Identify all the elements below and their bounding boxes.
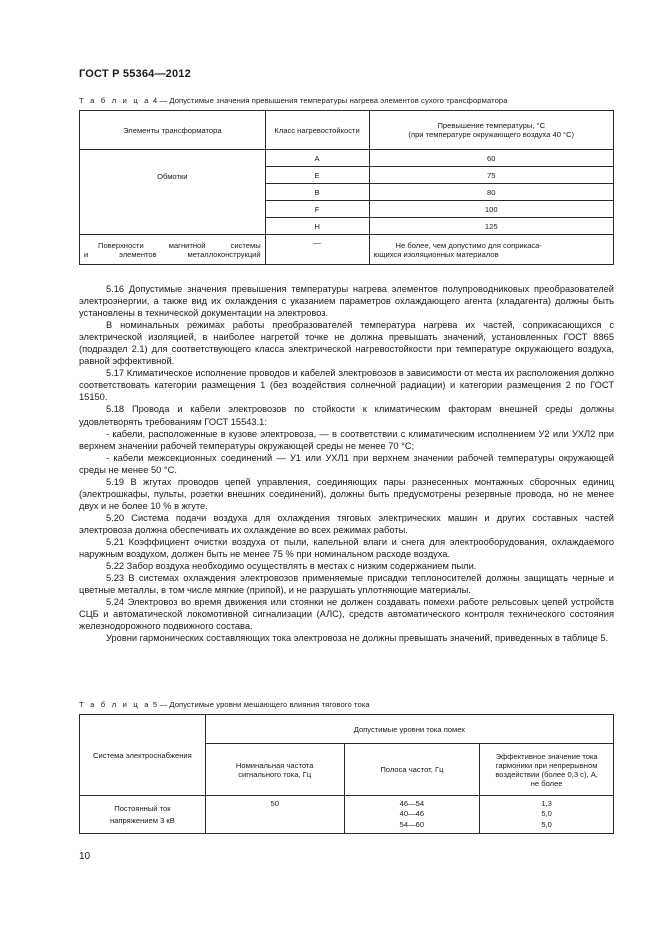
table4-header-row <box>80 111 614 150</box>
body-text <box>79 283 614 644</box>
table4-rise-cell: 60 <box>369 150 613 167</box>
table5-caption-prefix: Т а б л и ц а <box>79 700 151 709</box>
paragraph: 5.22 Забор воздуха необходимо осуществлять в местах с низким содержанием пыли. <box>106 561 477 572</box>
table5-header-group: Допустимые уровни тока помех <box>205 715 613 744</box>
table5-header-system: Система электроснабжения <box>80 715 206 796</box>
table5-effective-value: 5,0 <box>541 819 552 829</box>
table5-header-effective-line3: воздействии (более 0,3 с), А, <box>495 769 598 779</box>
table4-magnetic-line1: Поверхности магнитной системы <box>98 240 261 250</box>
table4-rise-cell: 75 <box>369 167 613 184</box>
table4-class-cell: E <box>265 167 369 184</box>
table5-header-effective-line2: гармоники при непрерывном <box>495 760 598 770</box>
table5-system-line1: Постоянный ток <box>114 803 171 813</box>
table5-system-line2: напряжением 3 кВ <box>110 815 175 825</box>
paragraph: - кабели, расположенные в кузове электровоза, — в соответствии с климатическим исполнением У2 или УХЛ2 при верхнем значении рабочей температуры окружающей среды не менее 70 °С; <box>79 428 614 451</box>
table5-system-cell <box>80 796 206 834</box>
table5-effective-value: 5,0 <box>541 809 552 819</box>
table4-rise-cell: 80 <box>369 184 613 201</box>
table4-header-rise-line1: Превышение температуры, °С <box>437 121 546 130</box>
table5-header-effective <box>480 744 614 796</box>
table5-band-value: 54—60 <box>399 819 425 829</box>
table5-header-frequency-line2: сигнального тока, Гц <box>238 769 312 779</box>
table-row <box>80 150 614 167</box>
table4-header-elements: Элементы трансформатора <box>80 111 266 150</box>
table4-windings-label: Обмотки <box>80 150 266 235</box>
table5-header-frequency-line1: Номинальная частота <box>235 760 314 770</box>
table-row <box>80 796 614 834</box>
table4-magnetic-line2: и элементов металлоконструкций <box>84 249 261 259</box>
table5-header-band: Полоса частот, Гц <box>344 744 480 796</box>
paragraph: 5.18 Провода и кабели электровозов по стойкости к климатическим факторам внешней среды должны удовлетворять требованиям ГОСТ 15543.1: <box>79 404 614 427</box>
paragraph: 5.23 В системах охлаждения электровозов применяемые присадки теплоносителей должны защищать черные и цветные металлы, в том числе мягкие (припой), и не разрушать уплотняющие материалы. <box>79 573 614 596</box>
paragraph: 5.24 Электровоз во время движения или стоянки не должен создавать помехи работе рельсовых цепей устройств СЦБ и автоматической локомотивной сигнализации (АЛС), средств автоматического контроля технического состояния железнодорожного подвижного состава. <box>79 597 614 632</box>
table4-magnetic-class: — <box>265 235 369 265</box>
table4-caption-text: 4 — Допустимые значения превышения температуры нагрева элементов сухого трансформатора <box>150 96 508 105</box>
table4-magnetic-system-cell <box>80 235 266 265</box>
table4-class-cell: B <box>265 184 369 201</box>
table5-band-value: 40—46 <box>399 809 425 819</box>
table5-header-effective-line1: Эффективное значение тока <box>495 751 598 761</box>
table4-class-cell: H <box>265 218 369 235</box>
table5-band-value: 46—54 <box>399 798 425 808</box>
document-header: ГОСТ Р 55364—2012 <box>79 68 191 80</box>
table5-header-frequency <box>205 744 344 796</box>
table5-frequency-cell: 50 <box>205 796 344 834</box>
table5-band-cell <box>344 796 480 834</box>
table4 <box>79 110 614 265</box>
table4-magnetic-rise <box>369 235 613 265</box>
table4-class-cell: A <box>265 150 369 167</box>
table5-caption <box>79 700 370 709</box>
paragraph: 5.17 Климатическое исполнение проводов и кабелей электровозов в зависимости от места их расположения должно соответствовать категории размещения 1 (без воздействия солнечной радиации) и категории размещения 2 по ГОСТ 15150. <box>79 368 614 403</box>
paragraph: 5.19 В жгутах проводов цепей управления, соединяющих пары разнесенных монтажных сборочных единиц (электрошкафы, пульты, розетки внешних соединений), должны быть предусмотрены резервные провода, но не менее двух и не более 10 % в жгуте. <box>79 476 614 511</box>
table5-effective-value: 1,3 <box>541 798 552 808</box>
table5-group-header-row <box>80 715 614 744</box>
table4-caption <box>79 96 508 105</box>
paragraph: 5.21 Коэффициент очистки воздуха от пыли, капельной влаги и снега для электрооборудования, охлаждаемого наружным воздухом, должен быть не менее 75 % при номинальном расходе воздуха. <box>79 536 614 560</box>
table4-caption-prefix: Т а б л и ц а <box>79 96 151 105</box>
table5-header-effective-line4: не более <box>530 778 563 788</box>
table4-header-rise-line2: (при температуре окружающего воздуха 40 °С) <box>408 130 575 139</box>
table-row <box>80 235 614 265</box>
table4-magnetic-rise-line2: ющихся изоляционных материалов <box>373 249 499 259</box>
table5-effective-cell <box>480 796 614 834</box>
page-number: 10 <box>79 851 91 862</box>
table4-header-rise <box>369 111 613 150</box>
table5 <box>79 714 614 834</box>
paragraph: - кабели межсекционных соединений — У1 или УХЛ1 при верхнем значении рабочей температуры окружающей среды не менее 50 °С. <box>79 452 614 475</box>
table4-header-class: Класс нагревостойкости <box>265 111 369 150</box>
paragraph: 5.16 Допустимые значения превышения температуры нагрева элементов полупроводниковых преобразователей электроэнергии, а также вид их охлаждения с указанием параметров охлаждающего агента (хладагента) должны быть установлены в технической документации на электровоз. <box>79 284 614 319</box>
table4-class-cell: F <box>265 201 369 218</box>
paragraph: 5.20 Система подачи воздуха для охлаждения тяговых электрических машин и других составных частей электровоза должна обеспечивать их охлаждение во всех режимах работы. <box>79 512 614 535</box>
paragraph: В номинальных режимах работы преобразователей температура нагрева их частей, соприкасающихся с электрической изоляцией, в наиболее нагретой точке не должна превышать значений, установленных ГОСТ 8865 (подраздел 2.1) для соответствующего класса электрической нагревостойкости при температуре окружающего воздуха, равной эффективной. <box>79 320 614 367</box>
table4-rise-cell: 100 <box>369 201 613 218</box>
table4-rise-cell: 125 <box>369 218 613 235</box>
table5-caption-text: 5 — Допустимые уровни мешающего влияния тягового тока <box>150 700 370 709</box>
paragraph: Уровни гармонических составляющих тока электровоза не должны превышать значений, приведенных в таблице 5. <box>106 633 609 644</box>
table4-magnetic-rise-line1: Не более, чем допустимо для соприкаса- <box>395 240 542 250</box>
